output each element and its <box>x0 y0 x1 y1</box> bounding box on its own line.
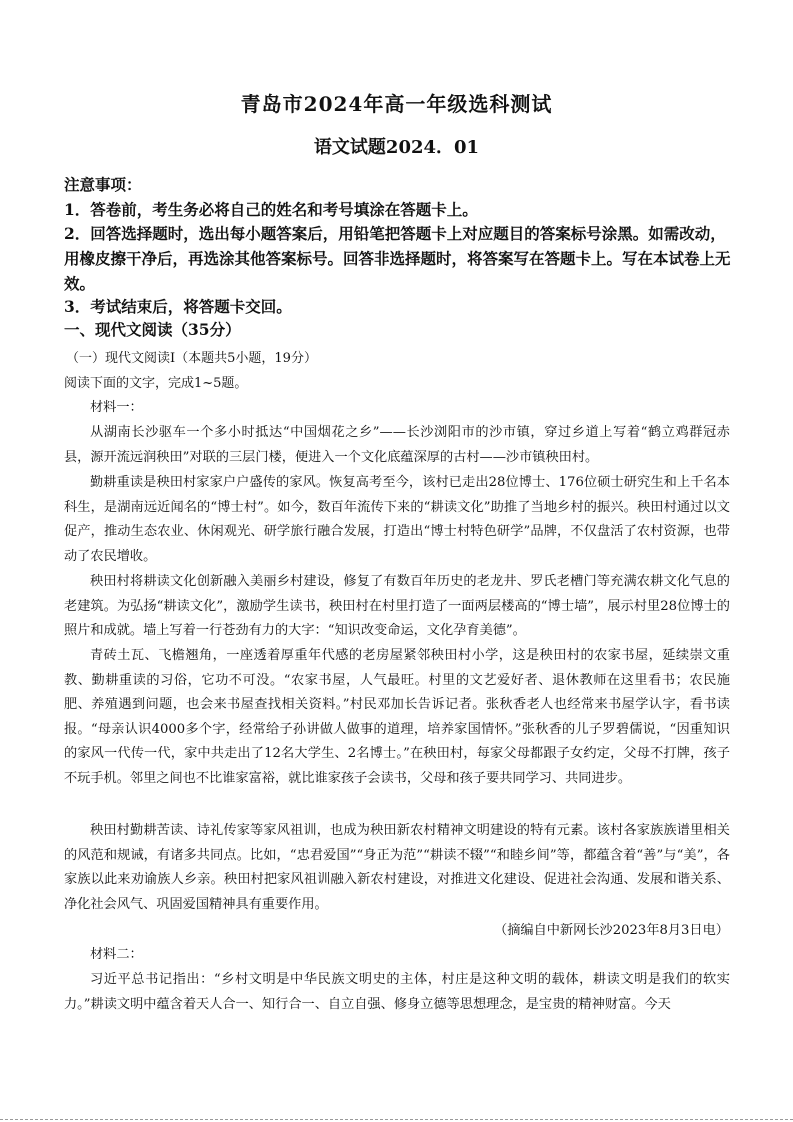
page-bottom-divider <box>0 1119 793 1120</box>
section-title: 一、现代文阅读（35分） <box>64 320 241 339</box>
notice-item: 3．考试结束后，将答题卡交回。 <box>64 297 292 316</box>
material1-paragraph: 秧田村勤耕苦读、诗礼传家等家风祖训，也成为秧田新农村精神文明建设的特有元素。该村各家族族谱里相关的风范和规诫，有诸多共同点。比如，“忠君爱国”“身正为范”“耕读不辍”“和睦乡间”等，都蕴含着“善”与“美”，各家族以此来劝谕族人乡亲。秧田村把家风祖训融入新农村建设，对推进文化建设、促进社会沟通、发展和谐关系、净化社会风气、巩固爱国精神具有重要作用。 <box>64 823 730 912</box>
material1-paragraph: 青砖土瓦、飞檐翘角，一座透着厚重年代感的老房屋紧邻秧田村小学，这是秧田村的农家书屋，延续崇文重教、勤耕重读的习俗，它功不可没。“农家书屋，人气最旺。村里的文艺爱好者、退休教师在这里看书；农民施肥、养殖遇到问题，也会来书屋查找相关资料。”村民邓加长告诉记者。张秋香老人也经常来书屋学认字，看书读报。“母亲认识4000多个字，经常给子孙讲做人做事的道理，培养家国情怀。”张秋香的儿子罗碧儒说，“因重知识的家风一代传一代，家中共走出了12名大学生、2名博士。”在秧田村，每家父母都跟子女约定，父母不打牌，孩子不玩手机。邻里之间也不比谁家富裕，就比谁家孩子会读书，父母和孩子要共同学习、共同进步。 <box>64 648 730 786</box>
material1-label: 材料一： <box>90 400 143 415</box>
exam-title: 青岛市2024年高一年级选科测试 <box>240 92 553 116</box>
material1-paragraph: 从湖南长沙驱车一个多小时抵达“中国烟花之乡”——长沙浏阳市的沙市镇，穿过乡道上写着“鹤立鸡群冠赤县，源开流远润秧田”对联的三层门楼，便进入一个文化底蕴深厚的古村——沙市镇秧田村。 <box>64 425 730 465</box>
notice-heading: 注意事项： <box>64 175 142 194</box>
exam-subtitle: 语文试题2024．01 <box>313 137 480 158</box>
notice-item: 1．答卷前，考生务必将自己的姓名和考号填涂在答题卡上。 <box>64 200 478 219</box>
material2-paragraph: 习近平总书记指出：“乡村文明是中华民族文明史的主体，村庄是这种文明的载体，耕读文明是我们的软实力。”耕读文明中蕴含着天人合一、知行合一、自立自强、修身立德等思想理念，是宝贵的精神财富。今天 <box>64 972 730 1012</box>
material1-source: （摘编自中新网长沙2023年8月3日电） <box>494 923 729 938</box>
section-subtitle: （一）现代文阅读Ⅰ（本题共5小题，19分） <box>66 351 317 366</box>
material1-paragraph: 勤耕重读是秧田村家家户户盛传的家风。恢复高考至今，该村已走出28位博士、176位硕士研究生和上千名本科生，是湖南远近闻名的“博士村”。如今，数百年流传下来的“耕读文化”助推了当地乡村的振兴。秧田村通过以文促产，推动生态农业、休闲观光、研学旅行融合发展，打造出“博士村特色研学”品牌，不仅盘活了农村资源，也带动了农民增收。 <box>64 475 730 564</box>
material1-paragraph: 秧田村将耕读文化创新融入美丽乡村建设，修复了有数百年历史的老龙井、罗氏老槽门等充满农耕文化气息的老建筑。为弘扬“耕读文化”，激励学生读书，秧田村在村里打造了一面两层楼高的“博士墙”，展示村里28位博士的照片和成就。墙上写着一行苍劲有力的大字：“知识改变命运，文化孕育美德”。 <box>64 574 730 639</box>
material2-label: 材料二： <box>90 947 143 962</box>
section-instruction: 阅读下面的文字，完成1~5题。 <box>64 376 248 391</box>
notice-item: 2．回答选择题时，选出每小题答案后，用铅笔把答题卡上对应题目的答案标号涂黑。如需改动，用橡皮擦干净后，再选涂其他答案标号。回答非选择题时，将答案写在答题卡上。写在本试卷上无效。 <box>64 224 731 293</box>
